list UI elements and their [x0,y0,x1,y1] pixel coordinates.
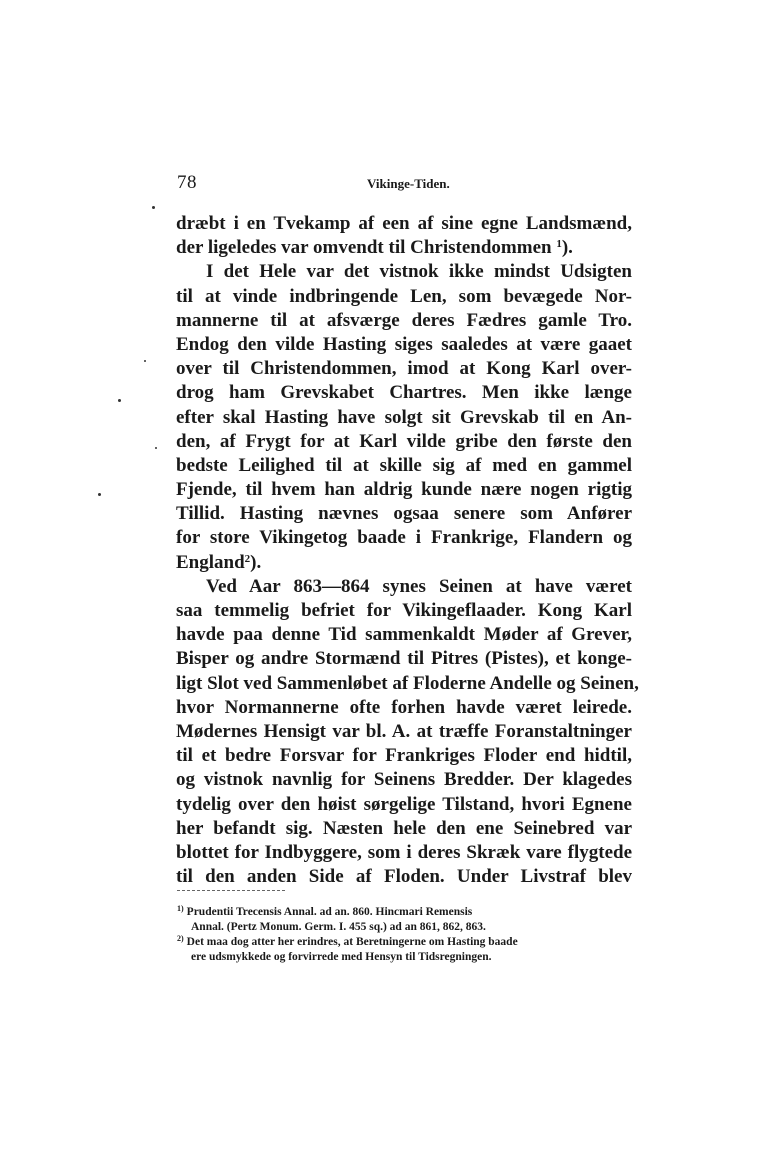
text-line-content: der ligeledes var omvendt til Christendommen [176,237,552,259]
text-line: ligt Slot ved Sammenløbet af Floderne Andelle og Seinen, [176,672,639,694]
text-line: over til Christendommen, imod at Kong Karl over- [176,358,632,380]
scan-speck [98,493,101,496]
text-line: drog ham Grevskabet Chartres. Men ikke længe [176,382,632,404]
scan-speck [152,206,155,209]
text-line: hvor Normannerne ofte forhen havde været leirede. [176,696,632,718]
footnote-marker[interactable]: 2 [244,552,251,565]
footnote-2-continued: ere udsmykkede og forvirrede med Hensyn til Tidsregningen. [191,951,492,963]
footnote-number: 2) [177,934,184,943]
footnote-1-continued: Annal. (Pertz Monum. Germ. I. 455 sq.) ad an 861, 862, 863. [191,921,486,933]
text-line: dræbt i en Tvekamp af een af sine egne Landsmænd, [176,213,632,234]
footnote-number: 1) [177,904,184,913]
text-line-content: England [176,551,245,573]
text-line: Bisper og andre Stormænd til Pitres (Pistes), et konge- [176,648,632,670]
text-line: Fjende, til hvem han aldrig kunde nære nogen rigtig [176,479,632,501]
text-line: bedste Leilighed til at skille sig af med en gammel [176,454,632,476]
text-line: I det Hele var det vistnok ikke mindst Udsigten [206,261,632,283]
text-line: havde paa denne Tid sammenkaldt Møder af Grever, [176,624,632,646]
footnote-marker-tail: ). [561,237,573,259]
text-line: tydelig over den høist sørgelige Tilstand, hvori Egnene [176,793,632,815]
text-line: Mødernes Hensigt var bl. A. at træffe Foranstaltninger [176,720,632,742]
footnote-2 [177,935,633,950]
running-head: Vikinge-Tiden. [367,176,450,191]
footnote-1 [177,905,633,920]
page-number: 78 [177,172,197,193]
page-header [177,172,633,200]
footnote-text: Prudentii Trecensis Annal. ad an. 860. Hincmari Remensis [186,906,473,918]
text-line: blottet for Indbyggere, som i deres Skræk vare flygtede [176,841,632,863]
body-text [176,212,639,889]
text-line: til et bedre Forsvar for Frankriges Floder end hidtil, [176,745,632,767]
text-line: Endog den vilde Hasting siges saaledes at være gaaet [176,333,632,355]
footnote-text: Det maa dog atter her erindres, at Beretningerne om Hasting baade [186,936,518,948]
text-line: Ved Aar 863—864 synes Seinen at have været [206,575,632,597]
scan-speck [144,360,146,362]
footnote-marker-tail: ). [250,551,262,573]
text-line: efter skal Hasting have solgt sit Grevskab til en An- [176,406,632,428]
text-line [176,236,632,260]
footnote-marker[interactable]: 1 [556,238,562,251]
text-line: den, af Frygt for at Karl vilde gribe den første den [176,430,632,452]
text-line: mannerne til at afsværge deres Fædres gamle Tro. [176,309,632,331]
scan-speck [118,399,121,402]
footnotes [177,905,633,965]
text-line: Tillid. Hasting nævnes ogsaa senere som Anfører [176,503,632,525]
scan-speck [155,447,157,449]
text-line: og vistnok navnlig for Seinens Bredder. Der klagedes [176,769,632,791]
text-line: saa temmelig befriet for Vikingeflaader. Kong Karl [176,600,632,621]
text-line: her befandt sig. Næsten hele den ene Seinebred var [176,817,632,839]
text-line: til den anden Side af Floden. Under Livstraf blev [176,866,632,888]
footnote-divider [177,890,285,891]
text-line: til at vinde indbringende Len, som bevægede Nor- [176,285,632,307]
text-line: for store Vikingetog baade i Frankrige, Flandern og [176,527,632,549]
text-line [176,551,632,575]
